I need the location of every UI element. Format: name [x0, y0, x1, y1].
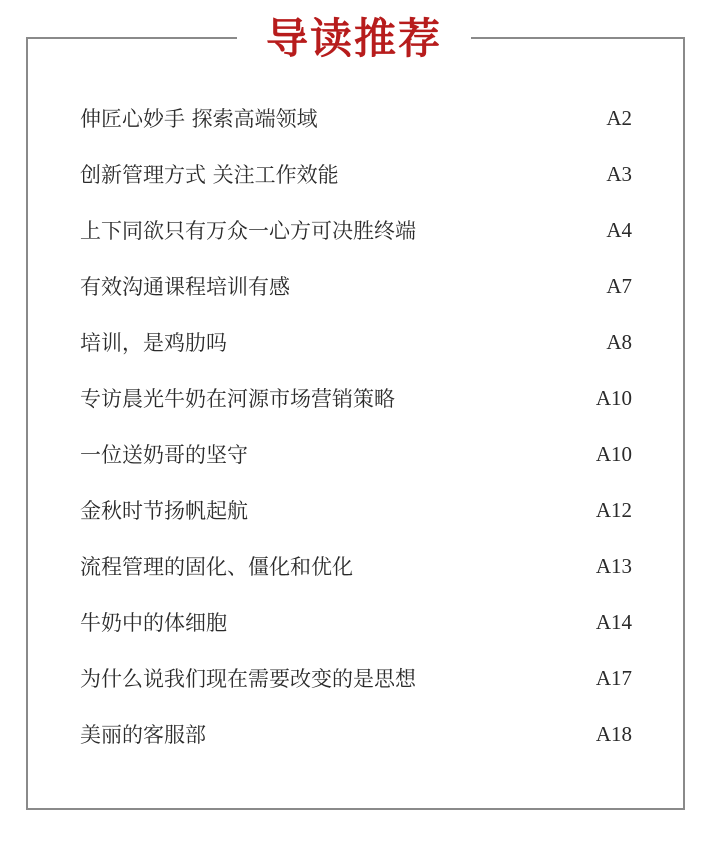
toc-entry-title: 伸匠心妙手 探索高端领域 — [80, 107, 318, 131]
toc-row[interactable] — [80, 650, 632, 706]
toc-entry-title: 美丽的客服部 — [80, 723, 206, 747]
toc-entry-page: A8 — [606, 329, 632, 354]
toc-entry-title: 流程管理的固化、僵化和优化 — [80, 555, 353, 579]
toc-entry-page: A13 — [595, 553, 632, 578]
toc-entry-page: A10 — [595, 385, 632, 410]
toc-row[interactable] — [80, 370, 632, 426]
toc-entry-page: A12 — [595, 497, 632, 522]
toc-entry-title: 一位送奶哥的坚守 — [80, 443, 248, 467]
toc-entry-page: A4 — [606, 217, 632, 242]
toc-entry-title: 金秋时节扬帆起航 — [80, 499, 248, 523]
toc-row[interactable] — [80, 314, 632, 370]
toc-entry-page: A2 — [606, 105, 632, 130]
toc-row[interactable] — [80, 426, 632, 482]
toc-entry-page: A3 — [606, 161, 632, 186]
toc-entry-page: A7 — [606, 273, 632, 298]
toc-list — [80, 90, 632, 762]
toc-entry-title: 上下同欲只有万众一心方可决胜终端 — [80, 219, 416, 243]
toc-row[interactable] — [80, 90, 632, 146]
toc-row[interactable] — [80, 706, 632, 762]
toc-entry-title: 有效沟通课程培训有感 — [80, 275, 290, 299]
toc-row[interactable] — [80, 538, 632, 594]
toc-row[interactable] — [80, 202, 632, 258]
toc-entry-title: 培训，是鸡肋吗 — [80, 331, 227, 355]
toc-entry-page: A14 — [595, 609, 632, 634]
toc-row[interactable] — [80, 594, 632, 650]
toc-entry-title: 创新管理方式 关注工作效能 — [80, 163, 339, 187]
page-title: 导读推荐 — [237, 10, 471, 68]
toc-row[interactable] — [80, 482, 632, 538]
toc-entry-title: 为什么说我们现在需要改变的是思想 — [80, 667, 416, 691]
toc-row[interactable] — [80, 146, 632, 202]
toc-entry-page: A18 — [595, 721, 632, 746]
toc-entry-page: A17 — [595, 665, 632, 690]
toc-entry-title: 专访晨光牛奶在河源市场营销策略 — [80, 387, 395, 411]
toc-entry-page: A10 — [595, 441, 632, 466]
toc-row[interactable] — [80, 258, 632, 314]
toc-entry-title: 牛奶中的体细胞 — [80, 611, 227, 635]
